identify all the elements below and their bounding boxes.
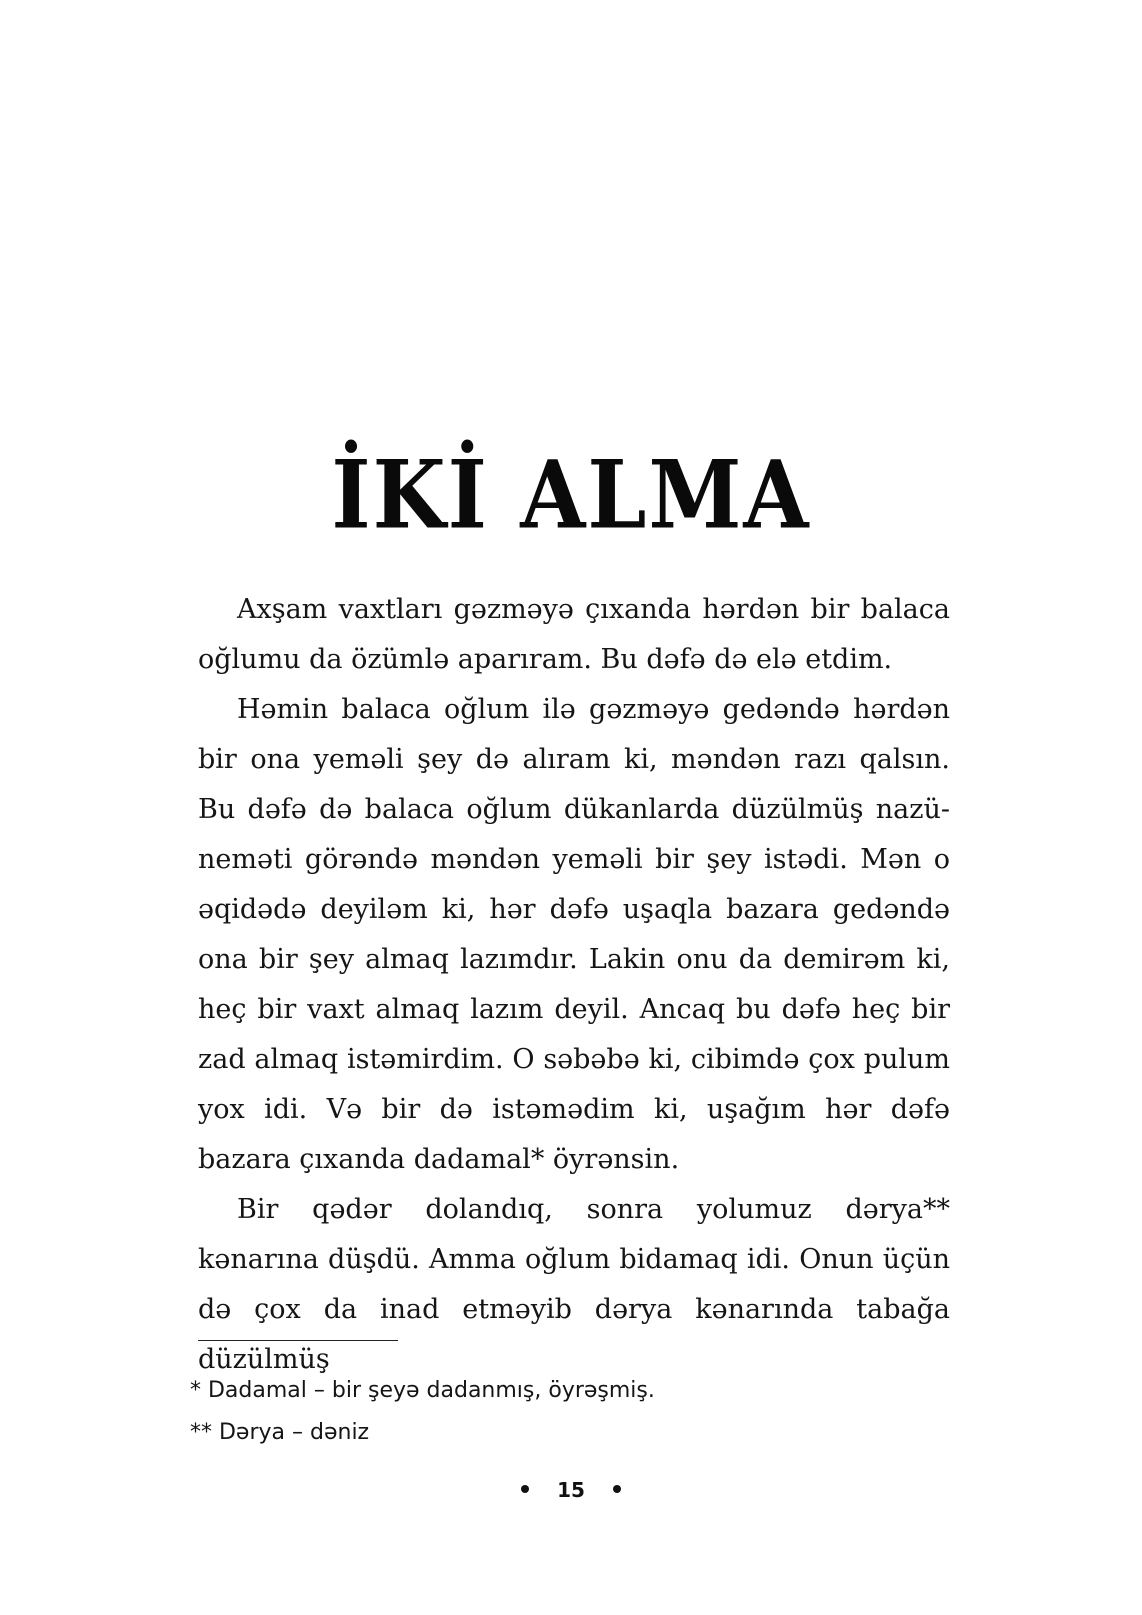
footnote-1: * Dadamal – bir şeyə dadanmış, öyrəşmiş. <box>190 1378 655 1403</box>
chapter-title: İKİ ALMA <box>331 439 811 550</box>
footnotes <box>190 1370 950 1454</box>
body-text <box>198 585 950 1385</box>
footnote-2: ** Dərya – dəniz <box>190 1420 370 1445</box>
paragraph-1: Axşam vaxtları gəzməyə çıxanda hərdən bir balaca oğlumu da özümlə aparıram. Bu dəfə də elə etdim. <box>198 594 950 675</box>
page-footer <box>0 1475 1142 1505</box>
footnote-divider <box>198 1340 398 1341</box>
paragraph-3: Bir qədər dolandıq, sonra yolumuz dərya** kənarına düşdü. Amma oğlum bidamaq idi. Onun üçün də çox da inad etməyib dərya kənarında tabağa düzülmüş <box>198 1194 950 1375</box>
bullet-icon <box>613 1485 621 1493</box>
page-number: 15 <box>557 1478 585 1502</box>
paragraph-2: Həmin balaca oğlum ilə gəzməyə gedəndə hərdən bir ona yeməli şey də alıram ki, məndən razı qalsın. Bu dəfə də balaca oğlum dükanlarda düzülmüş nazü-neməti görəndə məndən yeməli bir şey istədi. Mən o əqidədə deyiləm ki, hər dəfə uşaqla bazara gedəndə ona bir şey almaq lazımdır. Lakin onu da demirəm ki, heç bir vaxt almaq lazım deyil. Ancaq bu dəfə heç bir zad almaq istəmirdim. O səbəbə ki, cibimdə çox pulum yox idi. Və bir də istəmədim ki, uşağım hər dəfə bazara çıxanda dadamal* öyrənsin. <box>198 694 950 1175</box>
bullet-icon <box>521 1485 529 1493</box>
